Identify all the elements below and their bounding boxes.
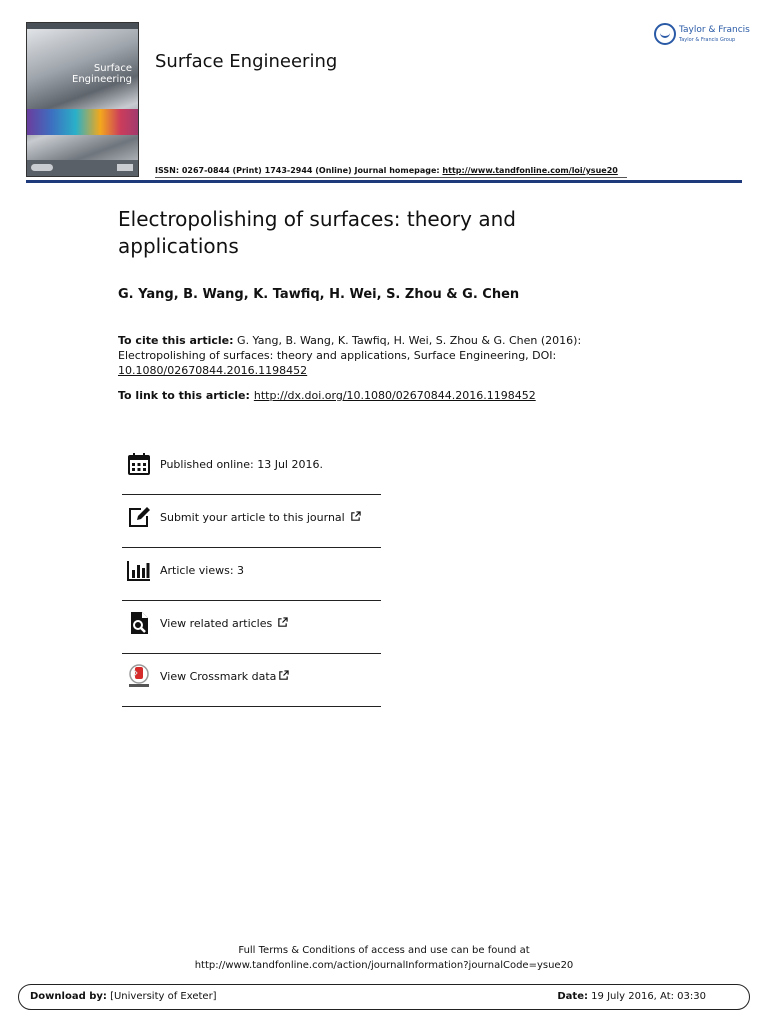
publisher-name: Taylor & Francis: [679, 25, 750, 35]
terms-url[interactable]: http://www.tandfonline.com/action/journalInformation?journalCode=ysue20: [194, 960, 574, 971]
external-link-icon: [277, 617, 288, 628]
article-views-item: [122, 548, 381, 601]
download-date: Date: 19 July 2016, At: 03:30: [557, 991, 706, 1002]
issn-text: ISSN: 0267-0844 (Print) 1743-2944 (Online) Journal homepage:: [155, 166, 443, 175]
cover-footer: [27, 160, 138, 176]
external-link-icon: [350, 511, 361, 522]
cover-logo-right: [117, 164, 133, 171]
cover-logo-left: [31, 164, 53, 171]
journal-cover-image: [26, 22, 139, 177]
terms-and-conditions: [0, 943, 768, 973]
article-authors: G. Yang, B. Wang, K. Tawfiq, H. Wei, S. Zhou & G. Chen: [118, 287, 520, 302]
cite-label: To cite this article:: [118, 334, 234, 347]
article-link-block: [118, 389, 536, 402]
published-online-item: [122, 442, 381, 495]
published-online-text: Published online: 13 Jul 2016.: [160, 458, 323, 471]
citation-block: [118, 333, 638, 378]
crossmark-link[interactable]: View Crossmark data: [160, 670, 289, 683]
header-divider: [26, 180, 742, 183]
issn-underline: [155, 177, 627, 178]
download-info-bar: [18, 984, 750, 1010]
external-link-icon: [278, 670, 289, 681]
journal-homepage-link[interactable]: http://www.tandfonline.com/loi/ysue20: [442, 166, 618, 175]
publisher-group: Taylor & Francis Group: [679, 37, 736, 43]
download-by: Download by: [University of Exeter]: [30, 991, 217, 1002]
article-title: Electropolishing of surfaces: theory and applications: [118, 207, 516, 258]
cite-text: G. Yang, B. Wang, K. Tawfiq, H. Wei, S. Zhou & G. Chen (2016): Electropolishing of surfaces: theory and applications, Surface Engineering, DOI:: [118, 334, 582, 362]
submit-article-link[interactable]: Submit your article to this journal: [160, 511, 361, 524]
taylor-francis-logo[interactable]: [654, 22, 749, 48]
article-views-text: Article views: 3: [160, 564, 245, 577]
article-doi-link[interactable]: http://dx.doi.org/10.1080/02670844.2016.1198452: [253, 389, 536, 402]
submit-article-item[interactable]: [122, 495, 381, 548]
crossmark-icon: [127, 664, 151, 688]
cover-top-band: [27, 23, 138, 29]
related-articles-link[interactable]: View related articles: [160, 617, 288, 630]
calendar-icon: [127, 452, 151, 476]
crossmark-item[interactable]: [122, 654, 381, 707]
terms-line-1: Full Terms & Conditions of access and use can be found at: [238, 945, 530, 956]
taylor-francis-logo-icon: [654, 23, 676, 45]
divider: [122, 706, 381, 707]
cover-title: Surface Engineering: [72, 63, 132, 85]
issn-line: [155, 166, 618, 175]
edit-icon: [127, 505, 151, 529]
search-document-icon: [127, 611, 151, 635]
related-articles-item[interactable]: [122, 601, 381, 654]
cover-image-strip: [27, 109, 138, 135]
article-info-list: [122, 442, 381, 707]
link-label: To link to this article:: [118, 389, 250, 402]
cite-doi-link[interactable]: 10.1080/02670844.2016.1198452: [118, 364, 308, 377]
bar-chart-icon: [127, 558, 151, 582]
journal-title[interactable]: Surface Engineering: [155, 51, 338, 72]
